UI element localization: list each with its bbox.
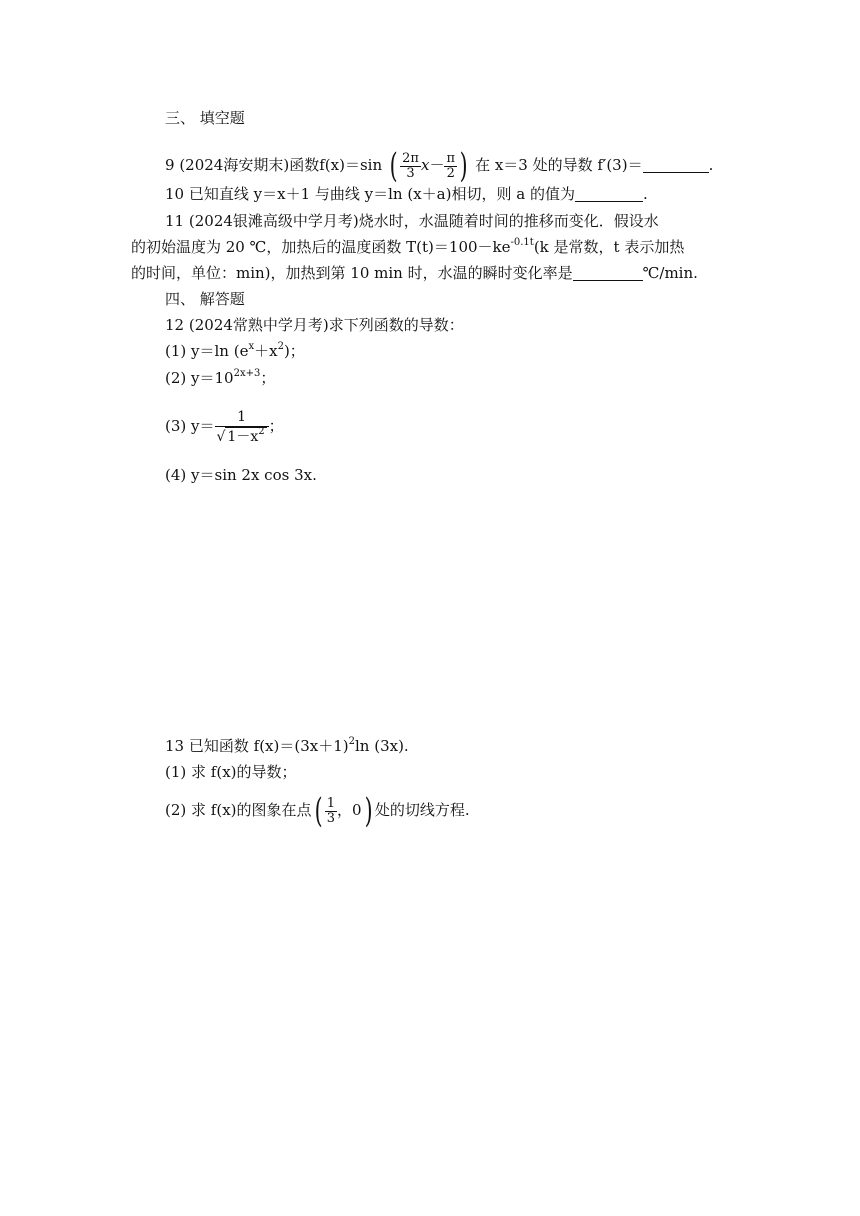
q9-number: 9 [165,156,175,174]
q11-unit: ℃/min. [642,264,698,282]
section-title-answer: 四、 解答题 [165,290,245,308]
q9-right-paren: ) [459,146,468,186]
q13-left-paren: ( [314,791,323,831]
q10-text: 已知直线 y＝x＋1 与曲线 y＝ln (x＋a)相切，则 a 的值为 [188,185,575,203]
q13-fraction: $\frac{1}{3}$ [326,795,336,826]
q13-part-2: (2) 求 f(x)的图象在点( $\frac{1}{3}$ ，0) 处的切线方程. [165,791,470,831]
q9-left-paren: ( [389,146,398,186]
q9-x: x [420,156,430,174]
q12-source: (2024常熟中学月考) [188,316,329,334]
q10-number: 10 [165,185,185,203]
q13-text-1: 已知函数 f(x)＝(3x＋1) [188,737,349,755]
q10-period: . [642,185,648,203]
q12-part-3: (3) y＝ $\frac{1}{√ 1-x^2}$ ； [165,409,284,445]
q9-fraction-pi-2: $\frac{\pi}{2}$ [446,150,456,181]
q11-text-2b: (k 是常数，t 表示加热 [533,238,685,256]
q9-source: (2024海安期末) [179,156,290,174]
q11-source: (2024银滩高级中学月考) [188,212,359,230]
q11-text-2a: 的初始温度为 20 ℃，加热后的温度函数 T(t)＝100－ke [131,238,511,256]
q12-part-1: (1) y＝ln $(e^x+x^2)$； [165,341,305,360]
q9-fraction-2pi-3: $\frac{2\pi}{3}$ [402,150,419,181]
q11-text-1: 烧水时，水温随着时间的推移而变化．假设水 [358,212,659,230]
q13-right-paren: ) [364,791,373,831]
q13-text-2: ln (3x). [355,737,409,755]
question-11-line-3 [131,263,698,283]
q12-text: 求下列函数的导数： [328,316,464,334]
q11-text-3: 的时间，单位：min)，加热到第 10 min 时，水温的瞬时变化率是 [131,264,573,282]
question-10 [165,184,648,204]
q9-period: . [708,156,714,174]
q11-answer-blank[interactable] [573,264,643,281]
q9-text-1: 函数 [289,156,320,174]
q11-exponent: -0.1t [510,237,534,248]
q12-part-4: (4) y＝sin 2x cos 3x. [165,466,317,484]
q9-function: f(x)＝sin [319,156,383,174]
question-13: 13 已知函数 $f(x)=(3x+1)^2\ln$ (3x). [165,736,409,755]
q9-text-2: 在 x＝3 处的导数 f′(3)＝ [475,156,643,174]
q9-minus: － [429,156,445,174]
question-11-line-2 [131,237,684,257]
question-12 [165,315,464,335]
q10-answer-blank[interactable] [575,185,643,202]
q12-number: 12 [165,316,185,334]
q12-p3-fraction: $\frac{1}{√ 1-x^2}$ [215,408,269,446]
q9-answer-blank[interactable] [643,156,709,173]
section-title-fill-in: 三、 填空题 [165,109,245,127]
q13-number: 13 [165,737,185,755]
q12-part-2: (2) $y=10^{2x+3}$； [165,368,276,387]
q11-number: 11 [165,212,185,230]
q13-part-1: (1) 求 f(x)的导数； [165,763,297,781]
question-9 [165,145,713,185]
question-11-line-1 [165,211,659,231]
